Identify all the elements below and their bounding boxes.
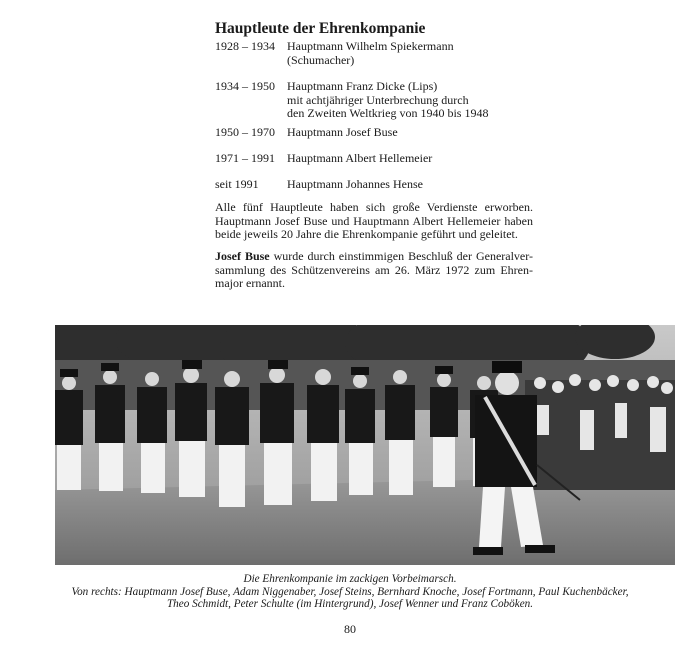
highlighted-name: Josef Buse [215, 249, 270, 263]
paragraph-line: sammlung des Schützenvereins am 26. März 1972 zum Ehren- [215, 262, 533, 277]
timeline-years: 1950 – 1970 [215, 125, 275, 139]
timeline-entry-line: (Schumacher) [287, 52, 355, 67]
timeline-years: 1971 – 1991 [215, 151, 275, 165]
photo-caption [0, 573, 700, 611]
caption-line: Von rechts: Hauptmann Josef Buse, Adam Niggenaber, Josef Steins, Bernhard Knoche, Josef Fortmann, Paul Kuchenbäcker, [71, 585, 629, 598]
paragraph-line [215, 250, 533, 264]
caption-line: Theo Schmidt, Peter Schulte (im Hintergrund), Josef Wenner und Franz Coböken. [166, 598, 534, 611]
timeline-row [215, 126, 635, 152]
paragraph-line: beide jeweils 20 Jahre die Ehrenkompanie geführt und geleitet. [215, 227, 518, 241]
captains-timeline [215, 40, 635, 194]
timeline-entry-line: Hauptmann Wilhelm Spiekermann [287, 39, 454, 53]
timeline-years: 1928 – 1934 [215, 39, 275, 53]
timeline-entry-line: Hauptmann Josef Buse [287, 125, 398, 139]
timeline-entry-line: Hauptmann Franz Dicke (Lips) [287, 79, 438, 93]
merits-paragraph [215, 201, 533, 242]
page-number: 80 [344, 622, 356, 636]
honorary-major-paragraph [215, 250, 533, 291]
timeline-row [215, 152, 635, 178]
page-title: Hauptleute der Ehrenkompanie [215, 20, 426, 37]
timeline-entry-line: Hauptmann Albert Hellemeier [287, 151, 433, 165]
caption-line: Die Ehrenkompanie im zackigen Vorbeimarsch. [243, 573, 457, 585]
paragraph-line-rest: wurde durch einstimmigen Beschluß der Generalver- [269, 249, 534, 263]
timeline-entry-line: mit achtjähriger Unterbrechung durch [287, 92, 469, 107]
timeline-years: seit 1991 [215, 177, 259, 191]
parade-photo [55, 325, 675, 565]
timeline-entry-line: Hauptmann Johannes Hense [287, 177, 423, 191]
paragraph-line: Hauptmann Josef Buse und Hauptmann Albert Hellemeier haben [215, 213, 533, 228]
timeline-entry-line: den Zweiten Weltkrieg von 1940 bis 1948 [287, 106, 489, 120]
paragraph-line: major ernannt. [215, 276, 285, 290]
paragraph-line: Alle fünf Hauptleute haben sich große Verdienste erworben. [215, 200, 533, 214]
timeline-row [215, 40, 635, 80]
timeline-row [215, 178, 635, 194]
timeline-years: 1934 – 1950 [215, 79, 275, 93]
timeline-row [215, 80, 635, 126]
